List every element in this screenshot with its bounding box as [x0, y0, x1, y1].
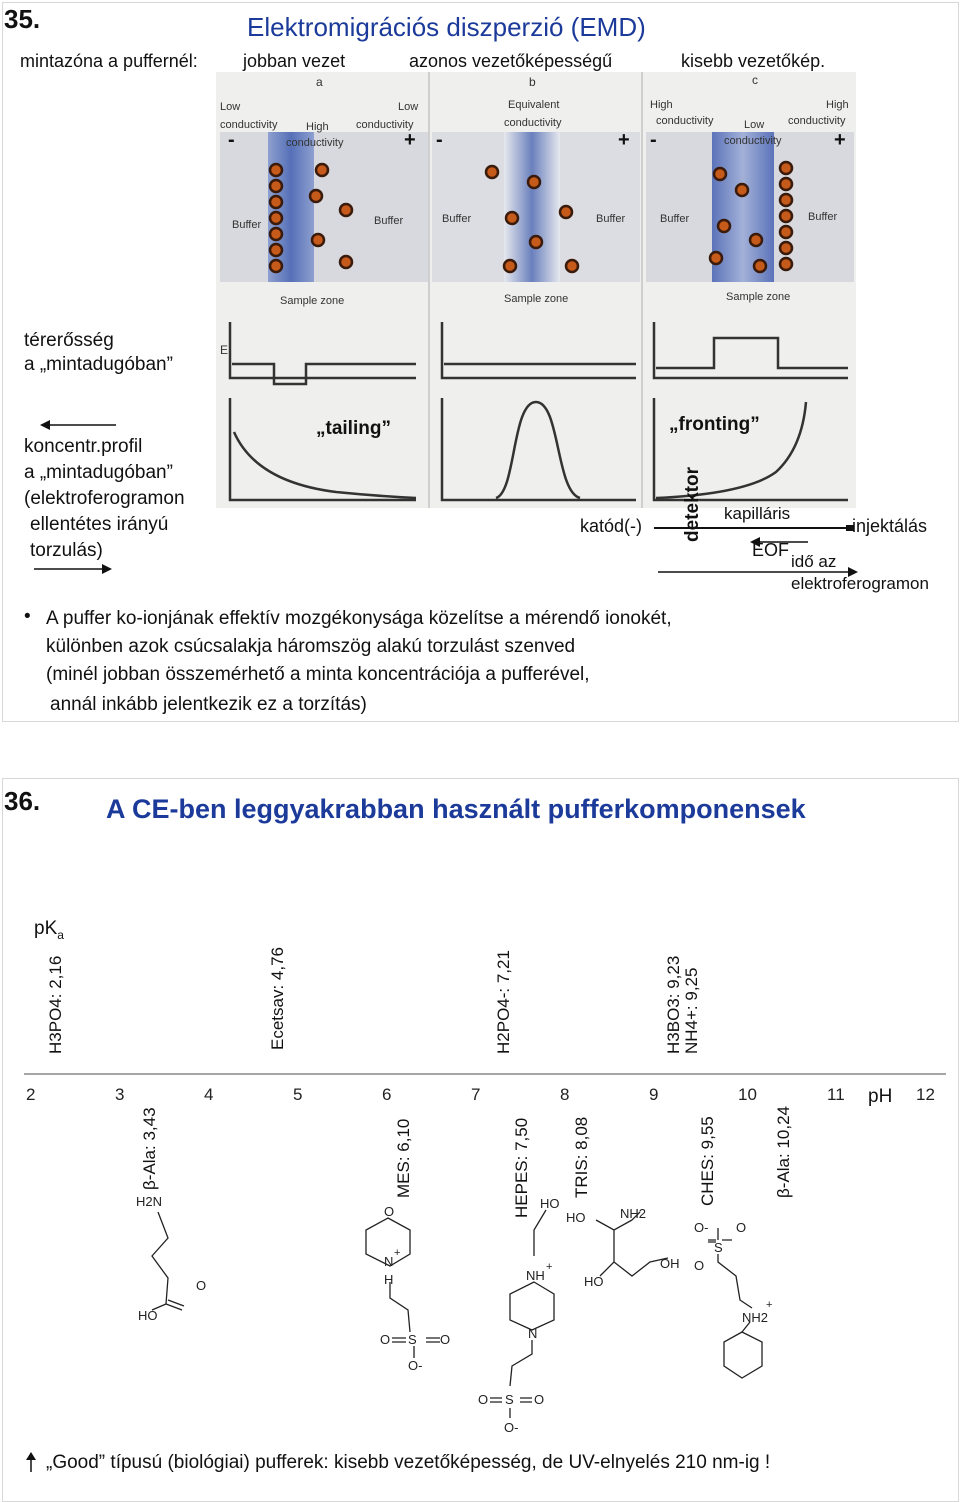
eof-label: EOF [752, 540, 790, 560]
injection-label: injektálás [852, 516, 928, 536]
ph-tick-12: 12 [916, 1085, 935, 1104]
field-label-2: a „mintadugóban” [24, 354, 173, 375]
ches-plus: + [766, 1299, 773, 1311]
mes-h: H [384, 1272, 394, 1287]
slide-36-title: A CE-ben leggyakrabban használt pufferkomponensek [106, 794, 806, 824]
conc-label-1: koncentr.profil [24, 436, 143, 457]
a-buffer-right: Buffer [374, 215, 404, 227]
a-high-2: conductivity [286, 137, 344, 149]
mes-s: S [408, 1332, 417, 1347]
c-buffer-left: Buffer [660, 213, 690, 225]
ches-nh2: NH2 [742, 1310, 769, 1325]
panel-letter-b: b [529, 75, 536, 89]
mes-n: N [384, 1254, 394, 1269]
footer-note: „Good” típusú (biológiai) pufferek: kisebb vezetőképesség, de UV-elnyelés 210 nm-ig ! [46, 1452, 771, 1473]
a-low-left-2: conductivity [220, 119, 278, 131]
hepes-plus: + [546, 1261, 553, 1273]
ches-s: S [714, 1240, 723, 1255]
capillary-label: kapilláris [724, 504, 791, 523]
time-label-2: elektroferogramon [791, 574, 929, 593]
conc-label-2: a „mintadugóban” [24, 462, 173, 483]
col-label-a: jobban vezet [243, 51, 346, 71]
hepes-nh: NH [526, 1268, 545, 1283]
ph-tick-7: 7 [471, 1085, 481, 1104]
ph-tick-4: 4 [204, 1085, 214, 1104]
fronting-label: „fronting” [669, 414, 760, 435]
c-plus: + [834, 129, 846, 151]
a-buffer-left: Buffer [232, 219, 262, 231]
c-high-right: High [826, 99, 849, 111]
up-arrow-icon [24, 1452, 38, 1474]
tris-ho2: HO [584, 1274, 604, 1289]
bala-ho: HO [138, 1308, 158, 1323]
c-high-left: High [650, 99, 673, 111]
pka-h2po4: H2PO4-: 7,21 [494, 950, 513, 1054]
b-sample-zone: Sample zone [504, 293, 569, 305]
hepes-o2: O [534, 1392, 545, 1407]
panel-letter-a: a [316, 75, 323, 89]
ph-tick-9: 9 [649, 1085, 659, 1104]
pka-hepes: HEPES: 7,50 [512, 1117, 531, 1218]
tailing-label: „tailing” [316, 418, 391, 439]
ph-tick-2: 2 [26, 1085, 36, 1104]
b-equiv: Equivalent [508, 99, 560, 111]
pka-ches: CHES: 9,55 [698, 1116, 717, 1206]
ph-tick-8: 8 [560, 1085, 570, 1104]
bullet-line-1: A puffer ko-ionjának effektív mozgékonysága közelítse a mérendő ionokét, [46, 608, 672, 629]
mes-o3: O- [408, 1358, 423, 1373]
bullet-line-4: annál inkább jelentkezik ez a torzítás) [50, 694, 367, 715]
pka-label: $pK_a$ [34, 918, 64, 942]
slide-number-35: 35. [4, 4, 41, 34]
mes-o: O [384, 1204, 395, 1219]
slide-35-title: Elektromigrációs diszperzió (EMD) [247, 12, 646, 42]
a-minus: - [228, 129, 235, 151]
field-label-1: térerősség [24, 330, 114, 351]
b-minus: - [436, 129, 443, 151]
hepes-ho: HO [540, 1196, 560, 1211]
a-plus: + [404, 129, 416, 151]
b-plus: + [618, 129, 630, 151]
c-sample-zone: Sample zone [726, 291, 791, 303]
time-label-1: idő az [791, 552, 837, 571]
bullet-line-2: különben azok csúcsalakja háromszög alakú torzulást szenved [46, 636, 576, 657]
tris-ho1: HO [566, 1210, 586, 1225]
detector-label: detektor [682, 467, 703, 542]
a-low-right: Low [398, 101, 419, 113]
a-sample-zone: Sample zone [280, 295, 345, 307]
e-axis-label: E [220, 343, 229, 357]
emd-figure [216, 72, 856, 508]
left-arrow-icon [40, 418, 120, 432]
ches-o3: O [694, 1258, 705, 1273]
conc-label-5: torzulás) [30, 540, 103, 561]
pka-nh4: NH4+: 9,25 [682, 967, 701, 1054]
pka-tris: TRIS: 8,08 [572, 1116, 591, 1198]
panel-letter-c: c [752, 73, 758, 87]
pka-bala-1: β-Ala: 3,43 [140, 1107, 159, 1190]
c-low: Low [744, 119, 765, 131]
tris-nh2: NH2 [620, 1206, 647, 1221]
c-minus: - [650, 129, 657, 151]
b-buffer-left: Buffer [442, 213, 472, 225]
b-buffer-right: Buffer [596, 213, 626, 225]
col-label-b: azonos vezetőképességű [409, 51, 613, 71]
col-label-c: kisebb vezetőkép. [681, 51, 826, 71]
ph-tick-11: 11 [827, 1085, 845, 1104]
row-label: mintazóna a puffernél: [20, 51, 198, 71]
b-equiv-2: conductivity [504, 117, 562, 129]
ph-label: pH [868, 1086, 893, 1107]
tris-oh: OH [660, 1256, 680, 1271]
ph-tick-3: 3 [115, 1085, 125, 1104]
ches-o2: O [736, 1220, 747, 1235]
hepes-o1: O [478, 1392, 489, 1407]
c-high-left-2: conductivity [656, 115, 714, 127]
conc-label-4: ellentétes irányú [30, 514, 169, 535]
mes-plus: + [394, 1247, 401, 1259]
ph-tick-10: 10 [738, 1085, 757, 1104]
c-low-2: conductivity [724, 135, 782, 147]
c-high-right-2: conductivity [788, 115, 846, 127]
ph-tick-5: 5 [293, 1085, 303, 1104]
a-low-right-2: conductivity [356, 119, 414, 131]
slide-number-36: 36. [4, 786, 41, 816]
ph-tick-6: 6 [382, 1085, 392, 1104]
right-arrow-icon [34, 562, 112, 576]
bala-h2n: H2N [136, 1194, 163, 1209]
ches-o1: O- [694, 1220, 709, 1235]
mes-o2: O [440, 1332, 451, 1347]
conc-label-3: (elektroferogramon [24, 488, 185, 509]
hepes-s: S [505, 1392, 514, 1407]
pka-mes: MES: 6,10 [394, 1118, 413, 1198]
mes-o1: O [380, 1332, 391, 1347]
hepes-n: N [528, 1326, 538, 1341]
c-buffer-right: Buffer [808, 211, 838, 223]
cathode-label: katód(-) [580, 516, 643, 536]
pka-h3po4: H3PO4: 2,16 [46, 955, 65, 1054]
a-high: High [306, 121, 329, 133]
chemical-structures [0, 1190, 960, 1440]
pka-ecetsav: Ecetsav: 4,76 [268, 946, 287, 1050]
pka-h3bo3: H3BO3: 9,23 [664, 955, 683, 1054]
hepes-o3: O- [504, 1420, 519, 1435]
a-low-left: Low [220, 101, 241, 113]
bullet-dot: • [24, 606, 31, 627]
bala-o: O [196, 1278, 207, 1293]
pka-bala-2: β-Ala: 10,24 [774, 1106, 793, 1198]
bullet-line-3: (minél jobban összemérhető a minta koncentrációja a pufferével, [46, 664, 590, 685]
